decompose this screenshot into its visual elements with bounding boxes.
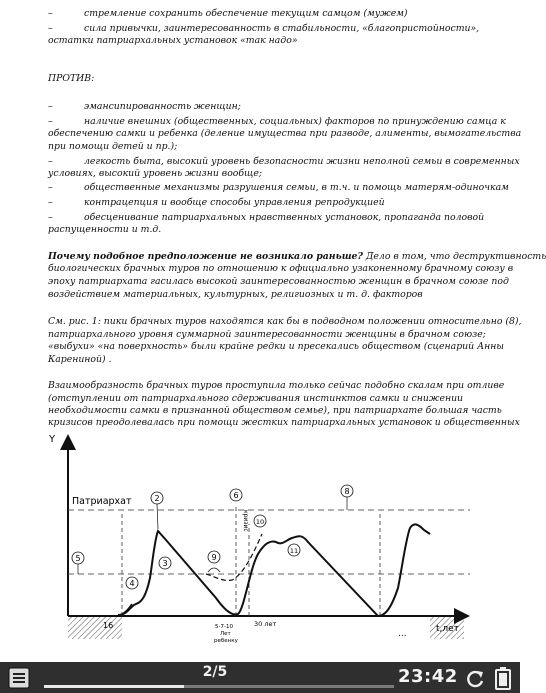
marker-8-label: 8 (344, 487, 350, 496)
ground-hatch (68, 615, 122, 639)
y-axis-label: Y (49, 434, 56, 445)
marker-9-brace (208, 568, 220, 572)
paragraph-line: необходимости самки в признанной обществом семье), при патриархате большая часть (48, 405, 502, 416)
paragraph-line: Карениной) . (48, 354, 112, 365)
text-line: сила привычки, заинтересованность в стабильности, «благопристойности», (84, 23, 480, 34)
text-line: условиях, высокий уровень жизни вообще; (48, 168, 263, 179)
marker-3-label: 3 (162, 559, 168, 568)
marker-10-label: 10 (255, 518, 265, 526)
paragraph-line: эпоху патриархата гасилась высокой заинтересованностью женщин в брачном союзе под (48, 276, 509, 287)
paragraph-line: (отступлении от патриархального сдерживания инстинктов самки и снижении (48, 393, 464, 404)
clock: 23:42 (398, 666, 458, 687)
progress-bar[interactable] (44, 685, 394, 688)
list-dash: – (48, 101, 53, 112)
text-line: контрацепция и вообще способы управления репродукцией (84, 197, 385, 208)
reader-statusbar (0, 662, 520, 693)
paragraph-line: патриархального уровня суммарной заинтересованности женщины в брачном союзе; (48, 329, 486, 340)
tick-16: 16 (103, 621, 114, 630)
paragraph-text: Дело в том, что деструктивность (362, 251, 546, 262)
paragraph-line (48, 251, 546, 263)
paragraph-line: См. рис. 1: пики брачных туров находятся как бы в подводном положении относительно (8), (48, 316, 522, 327)
marker-5-label: 5 (75, 554, 81, 563)
list-dash: – (48, 116, 53, 127)
marker-4-label: 4 (129, 579, 135, 588)
tick-child-1: 5-7-10 (215, 624, 233, 630)
text-line: обеспечению самки и ребенка (деление имущества при разводе, алименты, вымогательства (48, 128, 522, 139)
paragraph-line: «выбухи» «на поверхность» были крайне редки и пресекались обществом (сценарий Анны (48, 341, 504, 352)
tick-child-2: Лет (220, 631, 231, 637)
list-dash: – (48, 197, 53, 208)
marker-2-leader (157, 504, 158, 529)
tick-30: 30 лет (254, 620, 277, 628)
refresh-button[interactable] (462, 666, 488, 690)
figure-diagram (0, 428, 520, 662)
x-axis-label: t,лет (436, 624, 459, 634)
text-line: наличие внешних (общественных, социальных) факторов по принуждению самца к (84, 116, 506, 127)
section-heading: ПРОТИВ: (48, 73, 95, 84)
text-line: обесценивание патриархальных нравственных установок, пропаганда половой (84, 212, 485, 223)
list-dash: – (48, 23, 53, 34)
ellipsis: ... (398, 629, 407, 639)
text-line: легкость быта, высокий уровень безопасности жизни неполной семьи в современных (84, 156, 520, 167)
paragraph-line: биологических брачных туров по отношению к официально узаконенному брачному союзу в (48, 263, 514, 274)
main-curve (118, 524, 430, 616)
progress-fill (44, 685, 184, 688)
patriarchy-label: Патриархат (72, 496, 132, 507)
list-dash: – (48, 8, 53, 19)
paragraph-line: воздействием материальных, культурных, религиозных и т. д. факторов (48, 289, 423, 300)
text-line: при помощи детей и пр.); (48, 141, 178, 152)
text-line: общественные механизмы разрушения семьи, в т.ч. и помощь матерям-одиночкам (84, 182, 509, 193)
diagram-svg (0, 428, 520, 662)
text-line: остатки патриархальных установок «так надо» (48, 35, 298, 46)
paragraph-line: Взаимообразность брачных туров проступила только сейчас подобно скалам при отливе (48, 380, 505, 391)
marker-11-label: 11 (289, 547, 299, 555)
battery-indicator (492, 666, 516, 690)
bold-question: Почему подобное предположение не возникало раньше? (48, 251, 363, 262)
refresh-icon (462, 666, 488, 690)
list-dash: – (48, 212, 53, 223)
crisis-label: кризис (242, 510, 249, 532)
marker-6-label: 6 (233, 491, 239, 500)
tick-child-3: ребенку (214, 638, 238, 644)
marker-2-label: 2 (154, 494, 160, 503)
text-line: стремление сохранить обеспечение текущим самцом (мужем) (84, 8, 408, 19)
paragraph-line: кризисов преодолевалась при помощи жестких патриархальных установок и общественных (48, 417, 520, 428)
page-indicator[interactable]: 2/5 (202, 664, 228, 680)
list-dash: – (48, 156, 53, 167)
marker-9-label: 9 (211, 553, 217, 562)
text-line: эмансипированность женщин; (84, 101, 241, 112)
battery-icon (492, 666, 516, 690)
text-line: распущенности и т.д. (48, 224, 162, 235)
list-dash: – (48, 182, 53, 193)
